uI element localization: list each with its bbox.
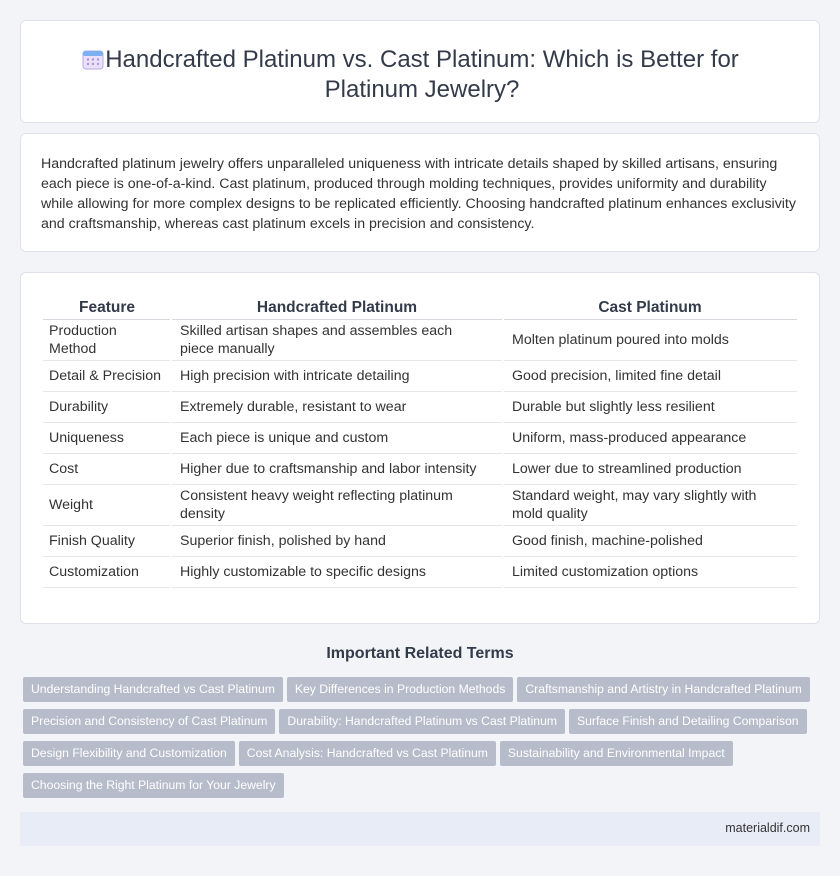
feature-cell: Detail & Precision bbox=[43, 360, 171, 391]
cast-cell: Molten platinum poured into molds bbox=[503, 319, 797, 360]
comparison-table bbox=[43, 297, 797, 588]
related-term-tag[interactable]: Durability: Handcrafted Platinum vs Cast Platinum bbox=[279, 709, 565, 734]
column-header-feature: Feature bbox=[43, 297, 171, 319]
handcrafted-cell: Each piece is unique and custom bbox=[171, 422, 503, 453]
footer-site-link[interactable]: materialdif.com bbox=[725, 821, 810, 835]
intro-card bbox=[20, 133, 820, 252]
table-row bbox=[43, 319, 797, 360]
cast-cell: Standard weight, may vary slightly with mold quality bbox=[503, 484, 797, 525]
feature-cell: Uniqueness bbox=[43, 422, 171, 453]
feature-cell: Weight bbox=[43, 484, 171, 525]
feature-cell: Cost bbox=[43, 453, 171, 484]
cast-cell: Lower due to streamlined production bbox=[503, 453, 797, 484]
handcrafted-cell: Skilled artisan shapes and assembles each piece manually bbox=[171, 319, 503, 360]
page-title: Handcrafted Platinum vs. Cast Platinum: Which is Better for Platinum Jewelry? bbox=[105, 46, 739, 103]
related-term-tag[interactable]: Design Flexibility and Customization bbox=[23, 741, 235, 766]
related-term-tag[interactable]: Craftsmanship and Artistry in Handcrafted Platinum bbox=[517, 677, 809, 702]
related-terms-list bbox=[23, 677, 823, 805]
related-term-tag[interactable]: Precision and Consistency of Cast Platinum bbox=[23, 709, 275, 734]
header-card bbox=[20, 20, 820, 123]
table-row bbox=[43, 556, 797, 587]
cast-cell: Durable but slightly less resilient bbox=[503, 391, 797, 422]
feature-cell: Finish Quality bbox=[43, 525, 171, 556]
cast-cell: Limited customization options bbox=[503, 556, 797, 587]
related-term-tag[interactable]: Surface Finish and Detailing Comparison bbox=[569, 709, 807, 734]
related-term-tag[interactable]: Understanding Handcrafted vs Cast Platinum bbox=[23, 677, 283, 702]
table-row bbox=[43, 422, 797, 453]
feature-cell: Production Method bbox=[43, 319, 171, 360]
handcrafted-cell: Extremely durable, resistant to wear bbox=[171, 391, 503, 422]
cast-cell: Uniform, mass-produced appearance bbox=[503, 422, 797, 453]
handcrafted-cell: Higher due to craftsmanship and labor intensity bbox=[171, 453, 503, 484]
handcrafted-cell: Consistent heavy weight reflecting platinum density bbox=[171, 484, 503, 525]
comparison-table-card bbox=[20, 272, 820, 624]
cast-cell: Good finish, machine-polished bbox=[503, 525, 797, 556]
handcrafted-cell: High precision with intricate detailing bbox=[171, 360, 503, 391]
related-term-tag[interactable]: Choosing the Right Platinum for Your Jewelry bbox=[23, 773, 284, 798]
table-row bbox=[43, 360, 797, 391]
handcrafted-cell: Highly customizable to specific designs bbox=[171, 556, 503, 587]
related-terms-heading: Important Related Terms bbox=[326, 645, 514, 662]
feature-cell: Customization bbox=[43, 556, 171, 587]
table-row bbox=[43, 453, 797, 484]
column-header-cast: Cast Platinum bbox=[503, 297, 797, 319]
feature-cell: Durability bbox=[43, 391, 171, 422]
table-row bbox=[43, 391, 797, 422]
related-term-tag[interactable]: Cost Analysis: Handcrafted vs Cast Platinum bbox=[239, 741, 496, 766]
related-term-tag[interactable]: Key Differences in Production Methods bbox=[287, 677, 513, 702]
handcrafted-cell: Superior finish, polished by hand bbox=[171, 525, 503, 556]
intro-paragraph: Handcrafted platinum jewelry offers unparalleled uniqueness with intricate details shaped by skilled artisans, ensuring each piece is one-of-a-kind. Cast platinum, produced through molding techniques, provides uniformity and durability while allowing for more complex designs to be replicated efficiently. Choosing handcrafted platinum enhances exclusivity and craftsmanship, whereas cast platinum excels in precision and consistency. bbox=[41, 156, 796, 232]
related-term-tag[interactable]: Sustainability and Environmental Impact bbox=[500, 741, 733, 766]
footer bbox=[20, 812, 820, 846]
column-header-handcrafted: Handcrafted Platinum bbox=[171, 297, 503, 319]
table-row bbox=[43, 525, 797, 556]
cast-cell: Good precision, limited fine detail bbox=[503, 360, 797, 391]
table-row bbox=[43, 484, 797, 525]
table-header-row bbox=[43, 297, 797, 319]
